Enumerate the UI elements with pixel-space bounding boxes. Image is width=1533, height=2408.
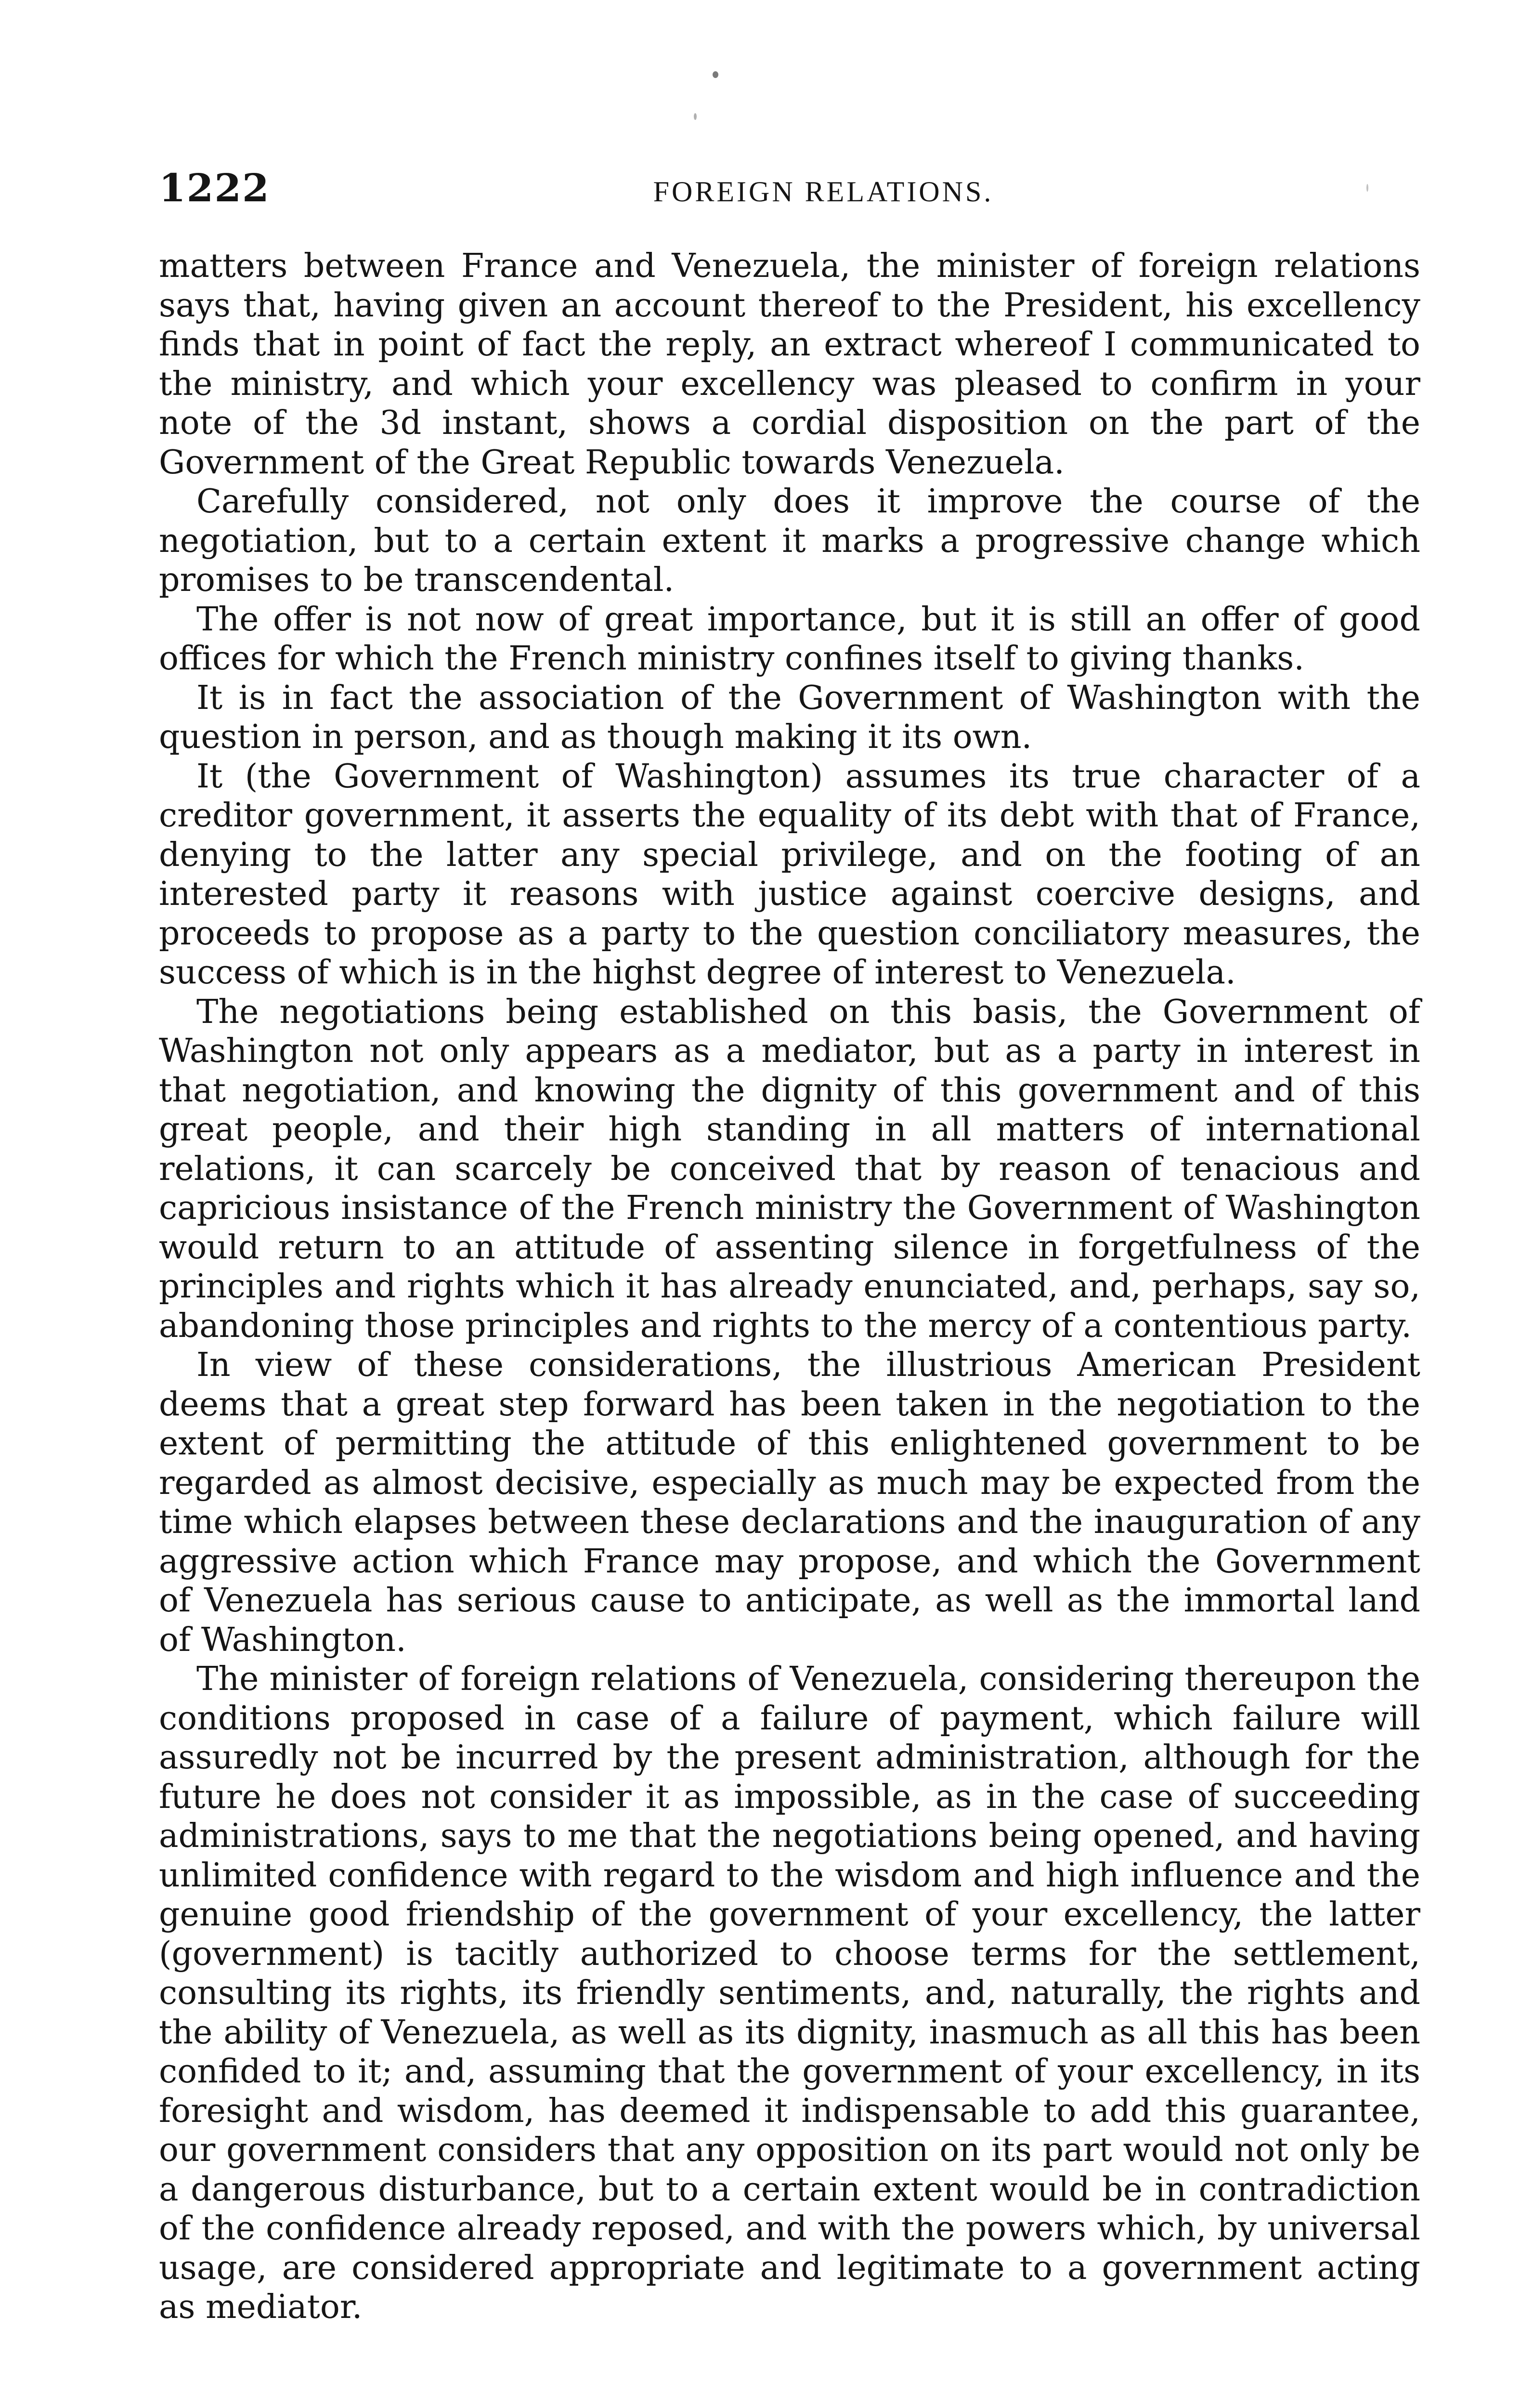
paragraph: The minister of foreign relations of Venezuela, considering thereupon the conditions proposed in case of a failure of payment, which failure will assuredly not be incurred by the present administration, although for the future he does not consider it as impossible, as in the case of succeeding administrations, says to me that the negotiations being opened, and having unlimited confidence with regard to the wisdom and high influence and the genuine good friendship of the government of your excellency, the latter (government) is tacitly authorized to choose terms for the settlement, consulting its rights, its friendly sentiments, and, naturally, the rights and the ability of Venezuela, as well as its dignity, inasmuch as all this has been confided to it; and, assuming that the government of your excellency, in its foresight and wisdom, has deemed it indispensable to add this guarantee, our government considers that any opposition on its part would not only be a dangerous disturbance, but to a certain extent would be in contradiction of the confidence already reposed, and with the powers which, by universal usage, are considered appropriate and legitimate to a government acting as mediator. xyxy=(159,1660,1420,2326)
page-header xyxy=(159,164,1420,212)
body-text xyxy=(159,247,1420,2327)
paragraph: It (the Government of Washington) assumes its true character of a creditor government, it asserts the equality of its debt with that of France, denying to the latter any special privilege, and on the footing of an interested party it reasons with justice against coercive designs, and proceeds to propose as a party to the question conciliatory measures, the success of which is in the highst degree of interest to Venezuela. xyxy=(159,757,1420,992)
paragraph: The offer is not now of great importance, but it is still an offer of good offices for which the French ministry confines itself to giving thanks. xyxy=(159,600,1420,678)
page-number: 1222 xyxy=(159,165,270,210)
paragraph: In view of these considerations, the illustrious American President deems that a great step forward has been taken in the negotiation to the extent of permitting the attitude of this enlightened government to be regarded as almost decisive, especially as much may be expected from the time which elapses between these declarations and the inauguration of any aggressive action which France may propose, and which the Government of Venezuela has serious cause to anticipate, as well as the immortal land of Washington. xyxy=(159,1346,1420,1659)
scan-speck xyxy=(713,71,718,78)
paragraph: It is in fact the association of the Government of Washington with the question in person, and as though making it its own. xyxy=(159,679,1420,756)
paragraph-continued: matters between France and Venezuela, the minister of foreign relations says that, having given an account thereof to the President, his excellency finds that in point of fact the reply, an extract whereof I communicated to the ministry, and which your excellency was pleased to confirm in your note of the 3d instant, shows a cordial disposition on the part of the Government of the Great Republic towards Venezuela. xyxy=(159,247,1420,482)
paragraph: The negotiations being established on this basis, the Government of Washington not only appears as a mediator, but as a party in interest in that negotiation, and knowing the dignity of this government and of this great people, and their high standing in all matters of international relations, it can scarcely be conceived that by reason of tenacious and capricious insistance of the French ministry the Government of Washington would return to an attitude of assenting silence in forgetfulness of the principles and rights which it has already enunciated, and, perhaps, say so, abandoning those principles and rights to the mercy of a contentious party. xyxy=(159,993,1420,1345)
running-head: FOREIGN RELATIONS. xyxy=(653,176,994,208)
paragraph: Carefully considered, not only does it improve the course of the negotiation, but to a certain extent it marks a progressive change which promises to be transcendental. xyxy=(159,483,1420,599)
scan-speck xyxy=(694,113,697,120)
